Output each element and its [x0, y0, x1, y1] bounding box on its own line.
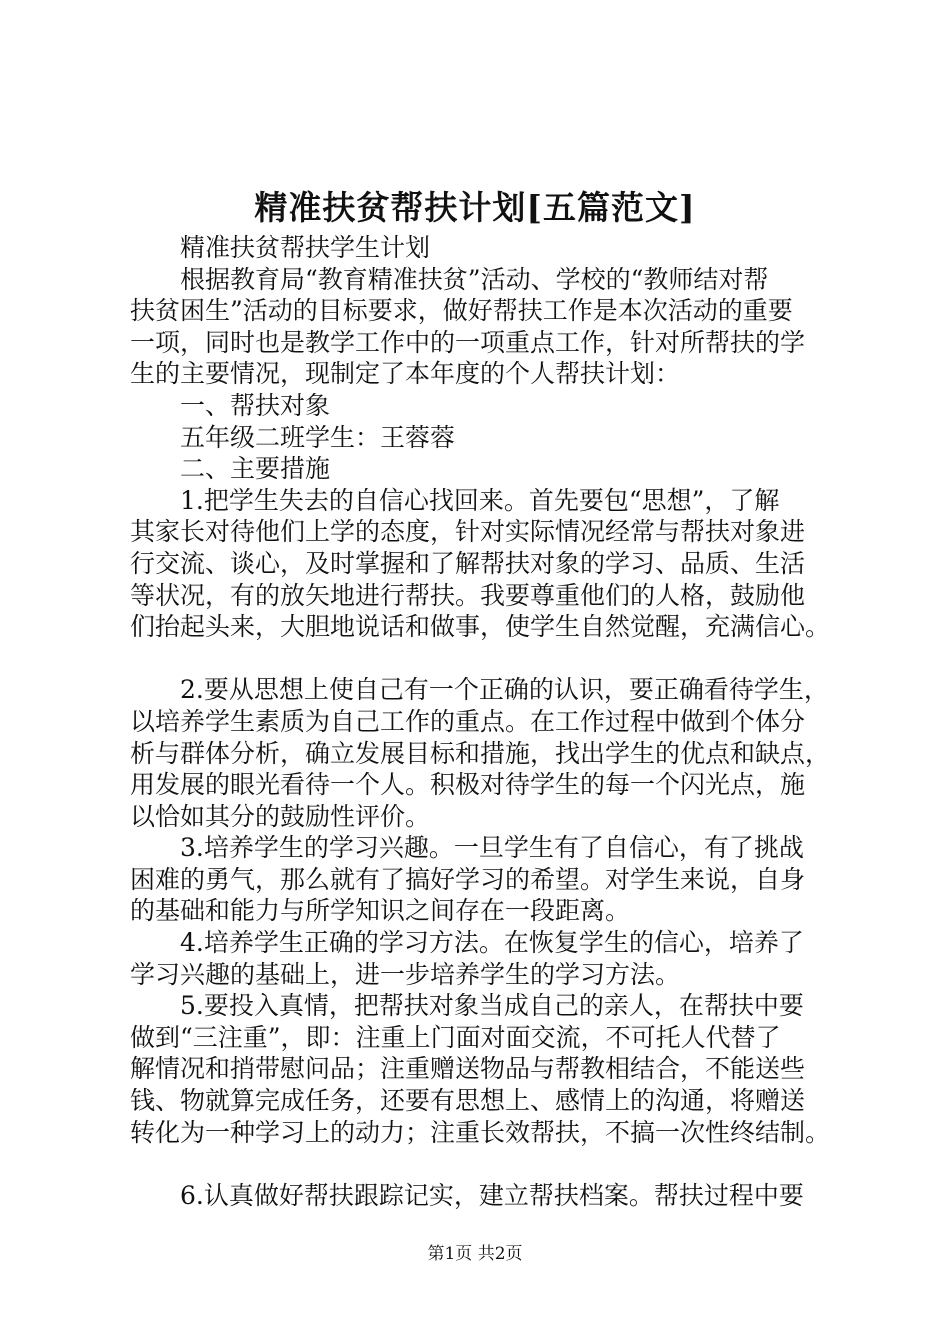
paragraph-line: 析与群体分析，确立发展目标和措施，找出学生的优点和缺点， [130, 738, 831, 768]
paragraph-line: 生的主要情况，现制定了本年度的个人帮扶计划： [130, 359, 681, 389]
paragraph-line: 5.要投入真情，把帮扶对象当成自己的亲人，在帮扶中要 [180, 991, 804, 1021]
paragraph-line: 3.培养学生的学习兴趣。一旦学生有了自信心，有了挑战 [180, 833, 804, 863]
paragraph-line: 等状况，有的放矢地进行帮扶。我要尊重他们的人格，鼓励他 [130, 580, 806, 610]
paragraph-line: 用发展的眼光看待一个人。积极对待学生的每一个闪光点，施 [130, 770, 806, 800]
paragraph-line: 根据教育局“教育精准扶贫”活动、学校的“教师结对帮 [180, 264, 769, 294]
paragraph-line: 五年级二班学生：王蓉蓉 [180, 422, 456, 452]
paragraph-line: 学习兴趣的基础上，进一步培养学生的学习方法。 [130, 959, 681, 989]
paragraph-line: 钱、物就算完成任务，还要有思想上、感情上的沟通，将赠送 [130, 1086, 806, 1116]
paragraph-line: 转化为一种学习上的动力；注重长效帮扶，不搞一次性终结制。 [130, 1117, 831, 1147]
paragraph-line: 的基础和能力与所学知识之间存在一段距离。 [130, 896, 631, 926]
section-heading: 二、主要措施 [180, 454, 331, 484]
paragraph-line: 解情况和捎带慰问品；注重赠送物品与帮教相结合，不能送些 [130, 1054, 806, 1084]
paragraph-line: 扶贫困生”活动的目标要求，做好帮扶工作是本次活动的重要 [130, 296, 793, 326]
paragraph-line: 行交流、谈心，及时掌握和了解帮扶对象的学习、品质、生活 [130, 548, 806, 578]
subtitle-line: 精准扶贫帮扶学生计划 [180, 233, 431, 262]
paragraph-line: 4.培养学生正确的学习方法。在恢复学生的信心，培养了 [180, 928, 804, 958]
paragraph-line: 以恰如其分的鼓励性评价。 [130, 801, 431, 831]
paragraph-line: 困难的勇气，那么就有了搞好学习的希望。对学生来说，自身 [130, 864, 806, 894]
paragraph-gap [130, 643, 830, 675]
paragraph-gap [130, 1148, 830, 1180]
paragraph-line: 2.要从思想上使自己有一个正确的认识，要正确看待学生， [180, 675, 829, 705]
paragraph-line: 一项，同时也是教学工作中的一项重点工作，针对所帮扶的学 [130, 327, 806, 357]
paragraph-line: 6.认真做好帮扶跟踪记实，建立帮扶档案。帮扶过程中要 [180, 1180, 804, 1210]
document-body [130, 232, 830, 1211]
paragraph-line: 做到“三注重”，即：注重上门面对面交流，不可托人代替了 [130, 1022, 781, 1052]
paragraph-line: 1.把学生失去的自信心找回来。首先要包“思想”，了解 [180, 485, 780, 515]
document-title: 精准扶贫帮扶计划[五篇范文] [254, 188, 696, 227]
section-heading: 一、帮扶对象 [180, 390, 331, 420]
paragraph-line: 其家长对待他们上学的态度，针对实际情况经常与帮扶对象进 [130, 517, 806, 547]
page-number-footer: 第1页 共2页 [427, 1244, 523, 1264]
paragraph-line: 们抬起头来，大胆地说话和做事，使学生自然觉醒，充满信心。 [130, 612, 831, 642]
paragraph-line: 以培养学生素质为自己工作的重点。在工作过程中做到个体分 [130, 706, 806, 736]
